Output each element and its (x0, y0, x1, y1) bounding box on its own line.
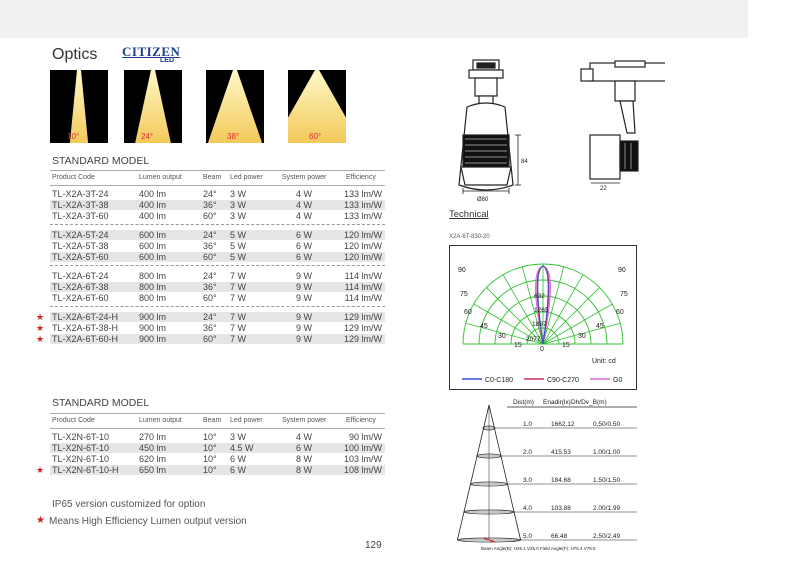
table1-cell-sys: 9 W (296, 312, 313, 322)
table1-row (50, 334, 385, 344)
table1-row (50, 293, 385, 303)
table2-cell-led: 6 W (230, 454, 247, 464)
star-icon: ★ (36, 465, 45, 475)
table2-header-cell: Efficiency (346, 417, 376, 424)
table1-cell-beam: 60° (203, 211, 217, 221)
table1-title: STANDARD MODEL (52, 155, 150, 167)
table1-row (50, 211, 385, 221)
table2-cell-eff: 103 lm/W (343, 454, 382, 464)
cone-cell: 2.50/2.49 (593, 533, 621, 540)
high-efficiency-note: Means High Efficiency Lumen output version (49, 516, 247, 527)
polar-angle-label: 90 (618, 267, 626, 274)
top-bar (0, 0, 748, 38)
polar-radial-label: 632 (534, 293, 545, 300)
table2-cell-lumen: 270 lm (139, 432, 167, 442)
table1-cell-led: 3 W (230, 200, 247, 210)
polar-angle-label: 60 (616, 309, 624, 316)
table1-cell-beam: 60° (203, 293, 217, 303)
cone-cell: 0.50/0.50 (593, 421, 621, 428)
table1-row (50, 312, 385, 322)
polar-radial-label: 2077 (526, 336, 541, 343)
polar-grid (463, 264, 623, 344)
table2-row (50, 432, 385, 442)
table1-row (50, 252, 385, 262)
table1-cell-lumen: 400 lm (139, 189, 167, 199)
table2-header-cell: System power (282, 417, 327, 424)
table2-cell-sys: 6 W (296, 443, 313, 453)
table1-cell-eff: 133 lm/W (343, 200, 382, 210)
cone-cell: 1662.12 (551, 421, 575, 428)
cone-cell: 2.0 (523, 449, 533, 456)
polar-angle-label: 30 (578, 333, 586, 340)
table1-cell-code: TL-X2A-3T-24 (52, 189, 109, 199)
polar-angle-label: 90 (458, 267, 466, 274)
table2-cell-eff: 100 lm/W (343, 443, 382, 453)
table1-row (50, 282, 385, 292)
table1-cell-sys: 9 W (296, 271, 313, 281)
product-drawing (455, 55, 665, 205)
technical-code: X2A-6T-830-20 (449, 234, 490, 240)
table1-cell-lumen: 900 lm (139, 334, 167, 344)
table1-cell-code: TL-X2A-3T-38 (52, 200, 109, 210)
table1-cell-sys: 9 W (296, 282, 313, 292)
table1-cell-code: TL-X2A-6T-24 (52, 271, 109, 281)
table1-header-cell: Efficiency (346, 174, 376, 181)
table1-cell-lumen: 600 lm (139, 230, 167, 240)
star-icon: ★ (36, 334, 45, 344)
table2-cell-lumen: 620 lm (139, 454, 167, 464)
illuminance-cone-diagram (449, 393, 639, 555)
table1-cell-sys: 4 W (296, 200, 313, 210)
beam-image-1 (124, 70, 182, 143)
table1-cell-led: 7 W (230, 293, 247, 303)
table1-cell-led: 5 W (230, 252, 247, 262)
table2-row (50, 443, 385, 453)
table2-row (50, 465, 385, 475)
polar-angle-label: 0 (540, 346, 544, 353)
table1-cell-sys: 4 W (296, 211, 313, 221)
table2-cell-code: TL-X2N-6T-10-H (52, 465, 119, 475)
cone-header: Dist(m) (513, 399, 534, 406)
table1-cell-eff: 120 lm/W (343, 241, 382, 251)
polar-angle-label: 75 (460, 291, 468, 298)
table1-cell-code: TL-X2A-5T-24 (52, 230, 109, 240)
table1-cell-sys: 4 W (296, 189, 313, 199)
table1-cell-code: TL-X2A-6T-38 (52, 282, 109, 292)
table1-cell-led: 7 W (230, 282, 247, 292)
table1-cell-beam: 24° (203, 312, 217, 322)
polar-radial-label: 1265 (534, 307, 549, 314)
table1-cell-sys: 6 W (296, 252, 313, 262)
table2-cell-beam: 10° (203, 454, 217, 464)
side-view (581, 61, 665, 183)
cone-cell: 4.0 (523, 505, 533, 512)
table1-header-cell: System power (282, 174, 327, 181)
table1-cell-lumen: 800 lm (139, 271, 167, 281)
table1-cell-led: 7 W (230, 334, 247, 344)
table1-header-cell: Lumen output (139, 174, 182, 181)
beam-image-0 (50, 70, 108, 143)
beam-image-2 (206, 70, 264, 143)
table1-cell-eff: 129 lm/W (343, 334, 382, 344)
table1-group-divider (50, 306, 385, 307)
table2-header-cell: Led power (230, 417, 263, 424)
table2-cell-code: TL-X2N-6T-10 (52, 443, 110, 453)
cone-cell: 1.00/1.00 (593, 449, 621, 456)
optics-title: Optics (52, 46, 98, 63)
table1-cell-eff: 114 lm/W (344, 282, 382, 292)
table2-cell-led: 3 W (230, 432, 247, 442)
table2-cell-lumen: 450 lm (139, 443, 167, 453)
table2-cell-led: 6 W (230, 465, 247, 475)
legend-label: C90-C270 (547, 377, 579, 384)
table2-cell-eff: 90 lm/W (348, 432, 382, 442)
table1-cell-sys: 6 W (296, 230, 313, 240)
table2-cell-beam: 10° (203, 443, 217, 453)
polar-angle-label: 30 (498, 333, 506, 340)
table1-header-cell: Led power (230, 174, 263, 181)
cone-header: Dh/Dv_B(m) (571, 399, 607, 406)
table1-cell-beam: 36° (203, 241, 217, 251)
table1-cell-eff: 133 lm/W (343, 189, 382, 199)
cone-footer: Beam Angle(B): H25.1 V25.0 Field Angle(F): H75.4 V75.5 (481, 546, 596, 551)
polar-angle-label: 15 (562, 342, 570, 349)
table1-cell-eff: 114 lm/W (344, 293, 382, 303)
technical-title: Technical (449, 209, 489, 220)
table1-header-cell: Beam (203, 174, 222, 181)
table1-cell-eff: 129 lm/W (343, 312, 382, 322)
table1-cell-sys: 9 W (296, 334, 313, 344)
table1-row (50, 241, 385, 251)
table1-header (50, 170, 385, 186)
page-number: 129 (365, 540, 382, 551)
beam-angle-label-1: 24° (141, 132, 154, 141)
cone-header: Enadir(lx) (543, 399, 571, 406)
cone-cell: 3.0 (523, 477, 533, 484)
polar-angle-label: 15 (514, 342, 522, 349)
dim-depth: 22 (600, 186, 607, 192)
table1-group-divider (50, 224, 385, 225)
legend-label: C0-C180 (485, 377, 514, 384)
table1-cell-eff: 129 lm/W (343, 323, 382, 333)
ip65-note: IP65 version customized for option (52, 499, 206, 510)
cone-cell: 103.88 (551, 505, 571, 512)
table1-cell-led: 7 W (230, 271, 247, 281)
table1-cell-eff: 114 lm/W (344, 271, 382, 281)
table1-cell-beam: 24° (203, 189, 217, 199)
table1-cell-led: 7 W (230, 312, 247, 322)
table1-cell-beam: 36° (203, 200, 217, 210)
table1-cell-eff: 133 lm/W (343, 211, 382, 221)
table1-cell-code: TL-X2A-6T-24-H (52, 312, 119, 322)
table1-row (50, 230, 385, 240)
table2-cell-sys: 8 W (296, 465, 313, 475)
table1-cell-led: 3 W (230, 189, 247, 199)
polar-distribution-chart (450, 246, 636, 389)
table1-cell-beam: 24° (203, 271, 217, 281)
cone-cell: 1.50/1.50 (593, 477, 621, 484)
table2-header-cell: Product Code (52, 417, 95, 424)
table2-header-cell: Beam (203, 417, 222, 424)
star-icon: ★ (36, 515, 45, 526)
table1-cell-lumen: 600 lm (139, 252, 167, 262)
table1-cell-lumen: 900 lm (139, 323, 167, 333)
table1-cell-lumen: 400 lm (139, 200, 167, 210)
table1-cell-sys: 9 W (296, 323, 313, 333)
beam-angle-label-0: 10° (67, 132, 80, 141)
table2-cell-code: TL-X2N-6T-10 (52, 454, 110, 464)
beam-angle-label-3: 60° (309, 132, 322, 141)
table1-row (50, 189, 385, 199)
table1-cell-code: TL-X2A-6T-60 (52, 293, 109, 303)
table1-cell-eff: 120 lm/W (343, 230, 382, 240)
table1-cell-eff: 120 lm/W (343, 252, 382, 262)
table2-header-cell: Lumen output (139, 417, 182, 424)
legend-label: G0 (613, 377, 623, 384)
table1-cell-code: TL-X2A-6T-38-H (52, 323, 119, 333)
table1-cell-code: TL-X2A-5T-60 (52, 252, 109, 262)
table1-cell-lumen: 900 lm (139, 312, 167, 322)
table1-cell-lumen: 800 lm (139, 282, 167, 292)
cone-cell: 415.53 (551, 449, 571, 456)
table1-row (50, 271, 385, 281)
table1-row (50, 323, 385, 333)
polar-angle-label: 60 (464, 309, 472, 316)
table1-cell-beam: 60° (203, 334, 217, 344)
front-view (459, 60, 521, 194)
table1-cell-beam: 60° (203, 252, 217, 262)
cone-cell: 1.0 (523, 421, 533, 428)
citizen-logo: CITIZEN (122, 44, 181, 59)
table1-row (50, 200, 385, 210)
table1-cell-code: TL-X2A-5T-38 (52, 241, 109, 251)
star-icon: ★ (36, 323, 45, 333)
table1-cell-led: 5 W (230, 241, 247, 251)
table2-cell-led: 4.5 W (230, 443, 254, 453)
table1-cell-code: TL-X2A-3T-60 (52, 211, 109, 221)
table2-cell-beam: 10° (203, 465, 217, 475)
dim-height: 84 (521, 159, 528, 165)
table2-cell-beam: 10° (203, 432, 217, 442)
table1-cell-led: 7 W (230, 323, 247, 333)
table1-group-divider (50, 265, 385, 266)
table2-cell-sys: 4 W (296, 432, 313, 442)
polar-angle-label: 45 (596, 323, 604, 330)
table1-cell-sys: 6 W (296, 241, 313, 251)
polar-angle-label: 45 (480, 323, 488, 330)
table2-cell-lumen: 650 lm (139, 465, 167, 475)
cone-cell: 5.0 (523, 533, 533, 540)
table1-cell-led: 3 W (230, 211, 247, 221)
table1-cell-lumen: 400 lm (139, 211, 167, 221)
polar-plot-frame (449, 245, 637, 390)
table1-cell-beam: 36° (203, 282, 217, 292)
star-icon: ★ (36, 312, 45, 322)
beam-angle-label-2: 38° (227, 132, 240, 141)
cone-edge (457, 405, 489, 540)
table2-cell-eff: 108 lm/W (343, 465, 382, 475)
polar-radial-label: 1897 (532, 321, 547, 328)
table2-cell-code: TL-X2N-6T-10 (52, 432, 110, 442)
cone-cell: 66.48 (551, 533, 568, 540)
table1-cell-code: TL-X2A-6T-60-H (52, 334, 119, 344)
table1-cell-beam: 36° (203, 323, 217, 333)
cone-edge (489, 405, 521, 540)
table1-header-cell: Product Code (52, 174, 95, 181)
table2-title: STANDARD MODEL (52, 397, 150, 409)
table2-header (50, 413, 385, 429)
cone-cell: 2.00/1.99 (593, 505, 621, 512)
dim-diameter: Ø80 (477, 197, 489, 203)
polar-unit-label: Unit: cd (592, 358, 616, 365)
table2-cell-sys: 8 W (296, 454, 313, 464)
beam-image-3 (288, 70, 346, 143)
table1-cell-led: 5 W (230, 230, 247, 240)
table1-cell-lumen: 800 lm (139, 293, 167, 303)
table1-cell-sys: 9 W (296, 293, 313, 303)
polar-angle-label: 75 (620, 291, 628, 298)
table1-cell-beam: 24° (203, 230, 217, 240)
citizen-logo-sub: LED (160, 57, 174, 64)
cone-cell: 184.68 (551, 477, 571, 484)
table2-row (50, 454, 385, 464)
table1-cell-lumen: 600 lm (139, 241, 167, 251)
